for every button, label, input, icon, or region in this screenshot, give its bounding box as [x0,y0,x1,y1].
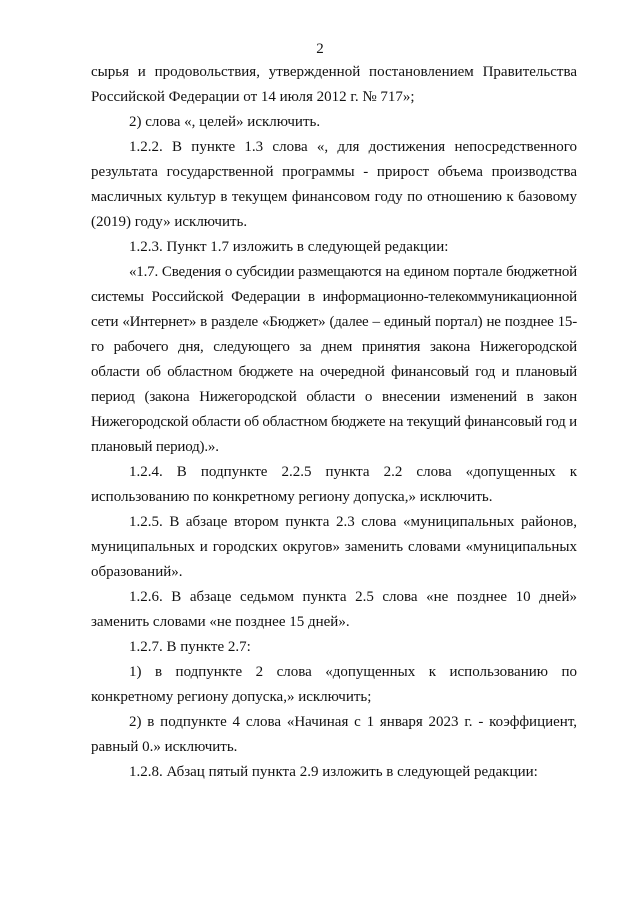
paragraph-continuation: сырья и продовольствия, утвержденной постановлением Правительства Российской Федерации от 14 июля 2012 г. № 717»; [91,64,577,105]
paragraph-1-2-5: 1.2.5. В абзаце втором пункта 2.3 слова «муниципальных районов, муниципальных и городских округов» заменить словами «муниципальных образований». [91,514,577,580]
paragraph-1-2-7: 1.2.7. В пункте 2.7: [129,639,251,655]
paragraph-subitem-2: 2) в подпункте 4 слова «Начиная с 1 января 2023 г. - коэффициент, равный 0.» исключить. [91,714,577,755]
page-number: 2 [316,41,324,57]
paragraph-1-2-4: 1.2.4. В подпункте 2.2.5 пункта 2.2 слова «допущенных к использованию по конкретному региону допуска,» исключить. [91,464,577,505]
paragraph-subitem-1: 1) в подпункте 2 слова «допущенных к использованию по конкретному региону допуска,» исключить; [91,664,577,705]
paragraph-1-2-6: 1.2.6. В абзаце седьмом пункта 2.5 слова «не позднее 10 дней» заменить словами «не позднее 15 дней». [91,589,577,630]
paragraph-quote-1-7: «1.7. Сведения о субсидии размещаются на едином портале бюджетной системы Российской Федерации в информационно-телекоммуникационной сети «Интернет» в разделе «Бюджет» (далее – единый портал) не позднее 15-го рабочего дня, следующего за днем принятия закона Нижегородской области об областном бюджете на очередной финансовый год и плановый период (закона Нижегородской области о внесении изменений в закон Нижегородской области об областном бюджете на текущий финансовый год и плановый период).». [91,264,577,455]
document-body [91,60,577,785]
paragraph-1-2-8: 1.2.8. Абзац пятый пункта 2.9 изложить в следующей редакции: [129,764,538,780]
paragraph-item-2: 2) слова «, целей» исключить. [129,114,321,130]
paragraph-1-2-2: 1.2.2. В пункте 1.3 слова «, для достижения непосредственного результата государственной программы - прирост объема производства масличных культур в текущем финансовом году по отношению к базовому (2019) году» исключить. [91,139,577,230]
paragraph-1-2-3: 1.2.3. Пункт 1.7 изложить в следующей редакции: [129,239,449,255]
